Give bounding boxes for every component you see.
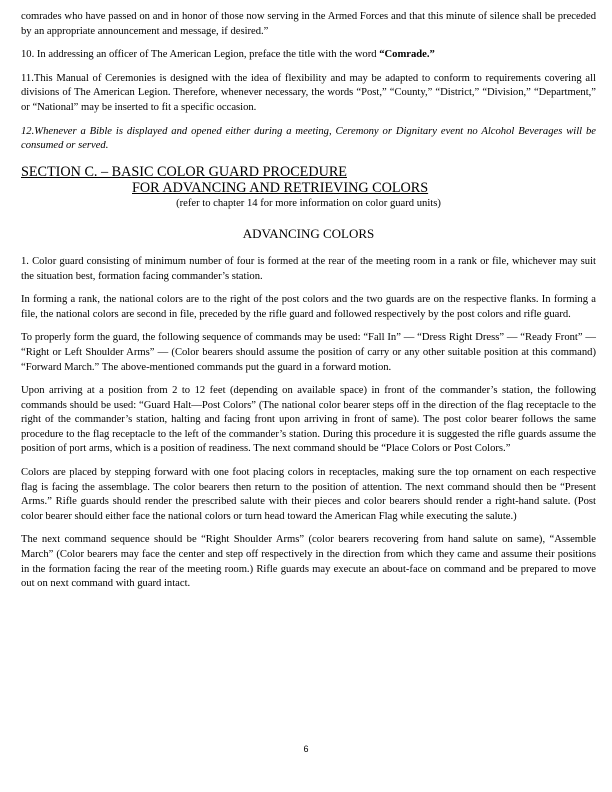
advancing-colors-heading: ADVANCING COLORS — [242, 226, 375, 242]
section-heading-line-1: SECTION C. – BASIC COLOR GUARD PROCEDURE — [21, 163, 347, 180]
paragraph-5: Colors are placed by stepping forward with one foot placing colors in receptacles, making sure the top ornament on each respective flag is facing the assemblage. The color bearers then return to the position of attention. The next command should then be “Present Arms.” Rifle guards should render the prescribed salute with their pieces and color bearers should render a right-hand salute. (Post color bearer should either face the national colors or turn head toward the American Flag while executing the salute.) — [21, 467, 596, 522]
paragraph-1: 1. Color guard consisting of minimum number of four is formed at the rear of the meeting room in a rank or file, whichever may suit the situation best, formation facing commander’s station. — [21, 255, 596, 282]
paragraph-2: In forming a rank, the national colors are to the right of the post colors and the two guards are on the respective flanks. In forming a file, the national colors are second in file, preceded by the rifle guard and followed respectively by the post colors and rifle guard. — [21, 294, 596, 320]
page-number: 6 — [303, 744, 309, 754]
continuation-paragraph: comrades who have passed on and in honor of those now serving in the Armed Forces and that this minute of silence shall be preceded by an appropriate announcement and message, if desired.” — [21, 11, 596, 37]
item-10-text: 10. In addressing an officer of The American Legion, preface the title with the word — [21, 49, 380, 61]
section-heading-line-2: FOR ADVANCING AND RETRIEVING COLORS — [132, 179, 429, 196]
paragraph-3: To properly form the guard, the following sequence of commands may be used: “Fall In” — “Dress Right Dress” — “Ready Front” — “Right or Left Shoulder Arms” — (Color bearers should assume the position of carry or any other suitable position at this command) “Forward March.” The above-mentioned commands put the guard in a forward motion. — [21, 332, 596, 373]
paragraph-4: Upon arriving at a position from 2 to 12 feet (depending on available space) in front of the commander’s station, the following commands should be used: “Guard Halt—Post Colors” (The national color bearer steps off in the direction of the flag receptacle to the right of the commander’s station, halting and facing front upon arriving in front of same). The post color bearer follows the same procedure to the flag receptacle to the left of the commander’s station. During this procedure it is suggested the rifle guards assume the position of port arms, which is a position of readiness. The next command should be “Place Colors or Post Colors.” — [21, 385, 596, 455]
item-12-paragraph: 12.Whenever a Bible is displayed and opened either during a meeting, Ceremony or Dignitary event no Alcohol Beverages will be consumed or served. — [21, 125, 596, 152]
paragraph-6: The next command sequence should be “Right Shoulder Arms” (color bearers recovering from hand salute on same), “Assemble March” (Color bearers may face the center and step off respectively in the direction from which they came and assume their positions in the formation facing the rear of the meeting room.) Rifle guards may execute an about-face on command and be prepared to move out on next command with guard intact. — [21, 534, 596, 590]
section-reference: (refer to chapter 14 for more information on color guard units) — [176, 197, 441, 209]
item-11-paragraph: 11.This Manual of Ceremonies is designed with the idea of flexibility and may be adapted to conform to requirements covering all divisions of The American Legion. Therefore, whenever necessary, the words “Post,” “County,” “District,” “Division,” “Department,” or “National” may be inserted to fit a specific occasion. — [21, 72, 596, 113]
item-10-paragraph — [21, 48, 596, 63]
item-10-bold: “Comrade.” — [379, 49, 435, 61]
